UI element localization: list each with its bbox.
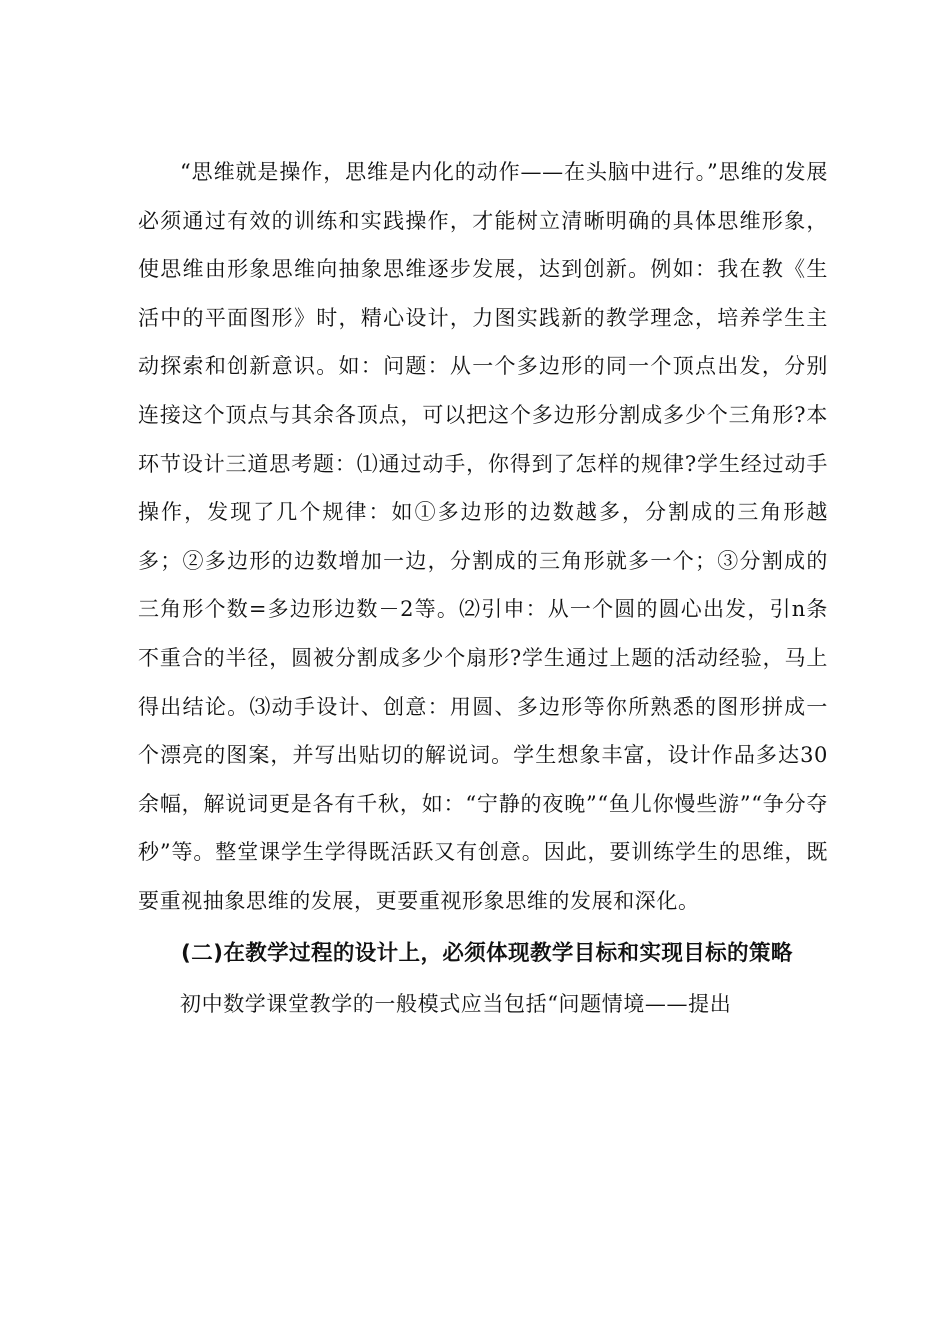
section-heading-teaching-process: (二)在教学过程的设计上，必须体现教学目标和实现目标的策略: [181, 940, 793, 966]
document-page: [138, 148, 828, 1028]
body-paragraph-thinking-practice: “思维就是操作，思维是内化的动作——在头脑中进行。”思维的发展必须通过有效的训练和实践操作，才能树立清晰明确的具体思维形象，使思维由形象思维向抽象思维逐步发展，达到创新。例如：我在教《生活中的平面图形》时，精心设计，力图实践新的教学理念，培养学生主动探索和创新意识。如：问题：从一个多边形的同一个顶点出发，分别连接这个顶点与其余各顶点，可以把这个多边形分割成多少个三角形?本环节设计三道思考题：⑴通过动手，你得到了怎样的规律?学生经过动手操作，发现了几个规律：如①多边形的边数越多，分割成的三角形越多；②多边形的边数增加一边，分割成的三角形就多一个；③分割成的三角形个数=多边形边数－2等。⑵引申：从一个圆的圆心出发，引n条不重合的半径，圆被分割成多少个扇形?学生通过上题的活动经验，马上得出结论。⑶动手设计、创意：用圆、多边形等你所熟悉的图形拼成一个漂亮的图案，并写出贴切的解说词。学生想象丰富，设计作品多达30余幅，解说词更是各有千秋，如：“宁静的夜晚”“鱼儿你慢些游”“争分夺秒”等。整堂课学生学得既活跃又有创意。因此，要训练学生的思维，既要重视抽象思维的发展，更要重视形象思维的发展和深化。: [138, 160, 828, 913]
body-paragraph-classroom-model: 初中数学课堂教学的一般模式应当包括“问题情境——提出: [180, 991, 732, 1016]
